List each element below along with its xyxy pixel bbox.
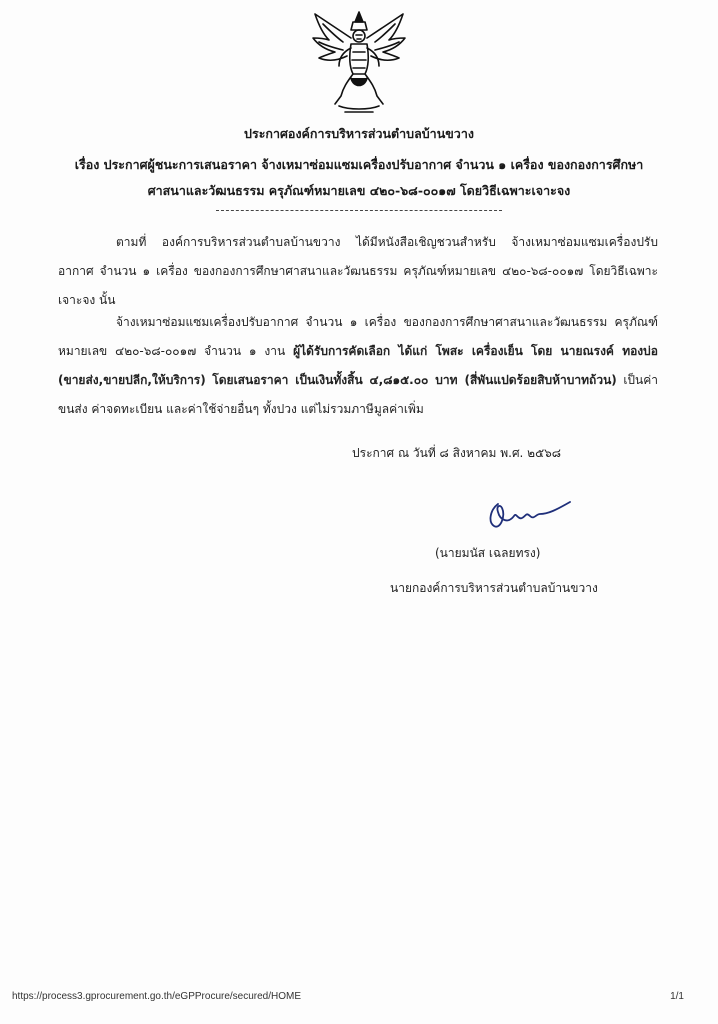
award-price: โดยเสนอราคา เป็นเงินทั้งสิ้น ๔,๘๑๕.๐๐ บาท (สี่พันแปดร้อยสิบห้าบาทถ้วน) <box>212 373 617 387</box>
paragraph-award <box>58 308 658 424</box>
garuda-emblem-icon <box>309 8 409 118</box>
footer-page-number: 1/1 <box>670 991 684 1002</box>
announcement-organization: ประกาศองค์การบริหารส่วนตำบลบ้านขวาง <box>244 126 474 141</box>
paragraph-invitation <box>58 228 658 315</box>
divider <box>216 210 502 211</box>
signer-title: นายกองค์การบริหารส่วนตำบลบ้านขวาง <box>390 581 598 595</box>
announcement-subject-continued: ศาสนาและวัฒนธรรม ครุภัณฑ์หมายเลข ๔๒๐-๖๘-๐๐๑๗ โดยวิธีเฉพาะเจาะจง <box>147 183 571 198</box>
footer-url: https://process3.gprocurement.go.th/eGPProcure/secured/HOME <box>12 991 302 1002</box>
handwritten-signature-icon <box>484 496 574 536</box>
award-description: จ้างเหมาซ่อมแซมเครื่องปรับอากาศ จำนวน ๑ เครื่อง ของกองการศึกษาศาสนาและวัฒนธรรม ครุภัณฑ์หมายเลข ๔๒๐-๖๘-๐๐๑๗ จำนวน ๑ งาน <box>58 315 658 358</box>
announcement-subject: เรื่อง ประกาศผู้ชนะการเสนอราคา จ้างเหมาซ่อมแซมเครื่องปรับอากาศ จำนวน ๑ เครื่อง ของกองการศึกษา <box>74 157 644 172</box>
award-price-notes: เป็นค่าขนส่ง ค่าจดทะเบียน และค่าใช้จ่ายอื่นๆ ทั้งปวง แต่ไม่รวมภาษีมูลค่าเพิ่ม <box>58 373 658 416</box>
paragraph-invitation-text: ตามที่ องค์การบริหารส่วนตำบลบ้านขวาง ได้มีหนังสือเชิญชวนสำหรับ จ้างเหมาซ่อมแซมเครื่องปรับอากาศ จำนวน ๑ เครื่อง ของกองการศึกษาศาสนาและวัฒนธรรม ครุภัณฑ์หมายเลข ๔๒๐-๖๘-๐๐๑๗ โดยวิธีเฉพาะเจาะจง นั้น <box>58 235 658 307</box>
award-winner: ผู้ได้รับการคัดเลือก ได้แก่ โพสะ เครื่องเย็น โดย นายณรงค์ ทองบ่อ (ขายส่ง,ขายปลีก,ให้บริการ) <box>58 344 658 387</box>
announcement-date: ประกาศ ณ วันที่ ๘ สิงหาคม พ.ศ. ๒๕๖๘ <box>352 446 562 460</box>
signer-name: (นายมนัส เฉลยทรง) <box>435 546 541 560</box>
